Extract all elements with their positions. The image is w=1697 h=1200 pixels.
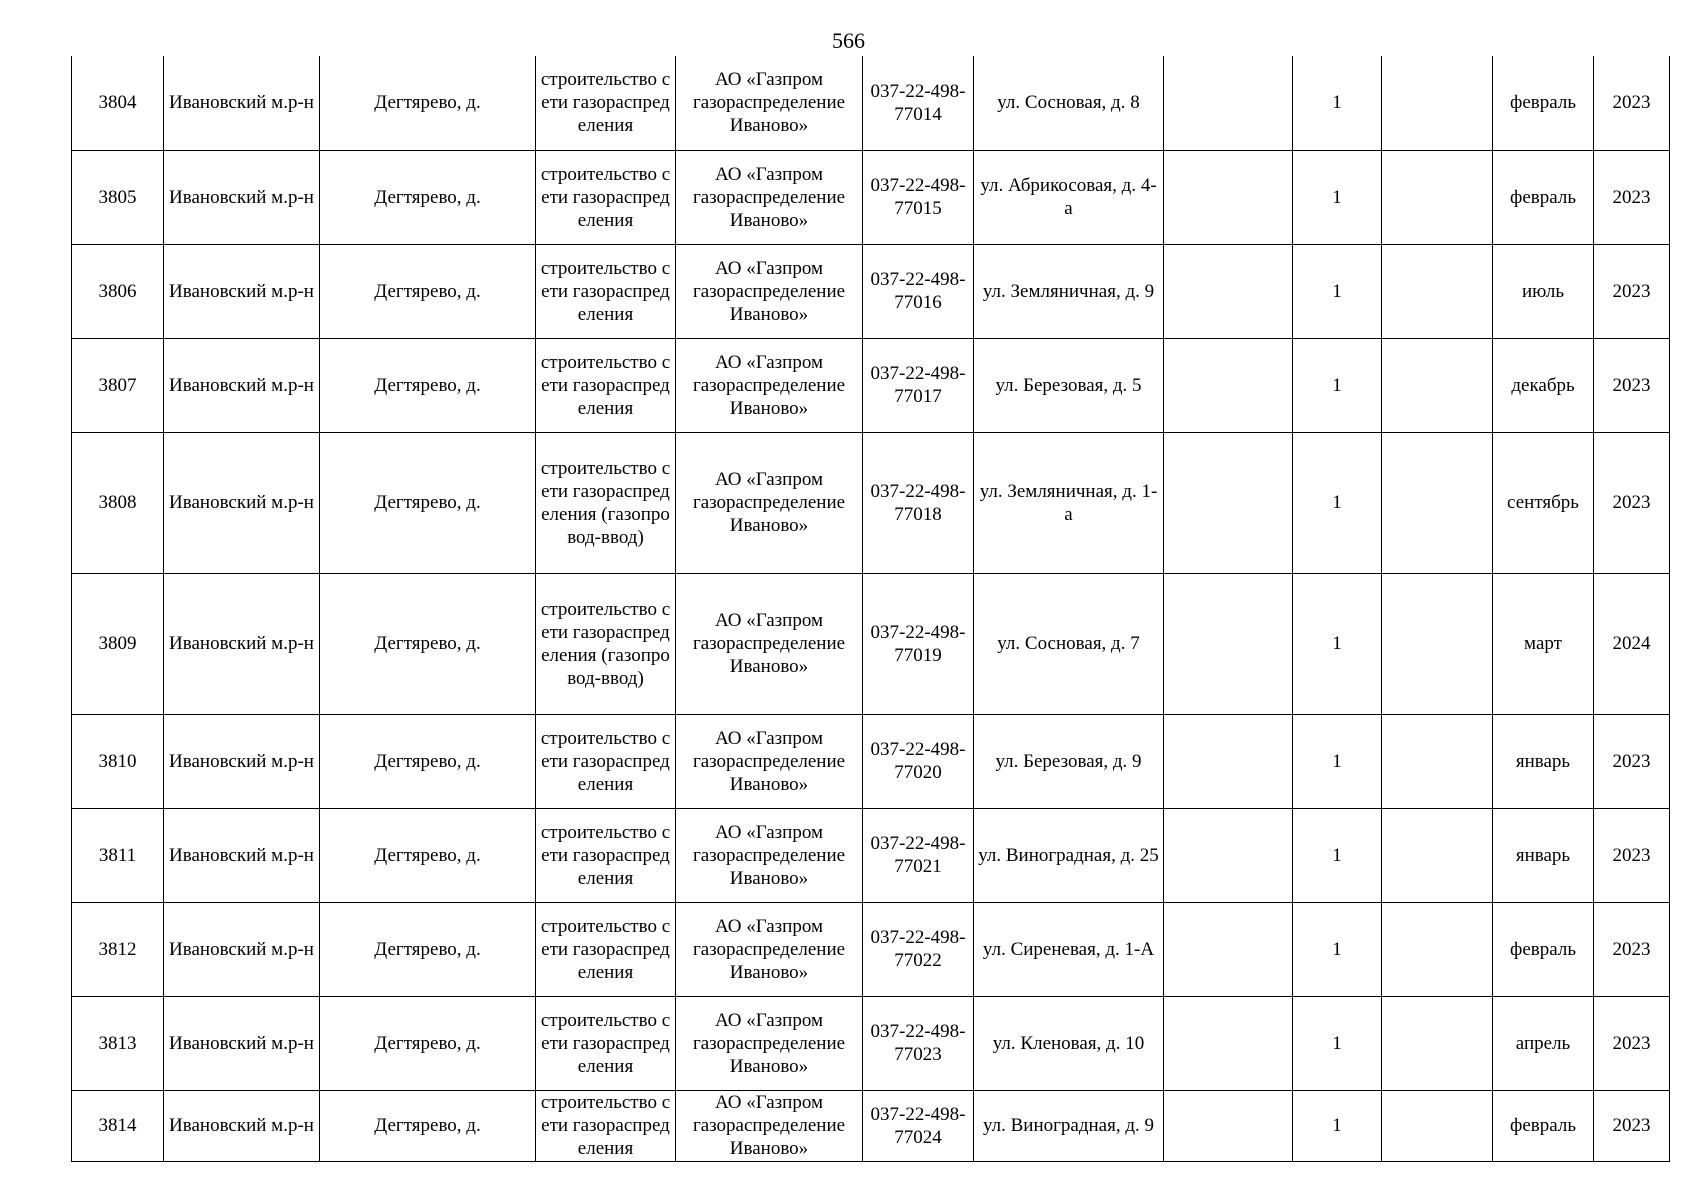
empty-cell bbox=[1382, 808, 1493, 902]
work-type-text: строительство сети газораспределения bbox=[540, 915, 671, 983]
month-cell: февраль bbox=[1493, 902, 1594, 996]
object-code-cell: 037-22-498-77020 bbox=[863, 714, 974, 808]
row-number-cell: 3804 bbox=[72, 56, 164, 150]
work-type-text: строительство сети газораспределения (газопровод-ввод) bbox=[540, 457, 671, 548]
object-code-cell: 037-22-498-77014 bbox=[863, 56, 974, 150]
district-cell: Ивановский м.р-н bbox=[164, 1090, 320, 1161]
empty-cell bbox=[1382, 714, 1493, 808]
empty-cell bbox=[1382, 150, 1493, 244]
organization-cell: АО «Газпром газораспределение Иваново» bbox=[676, 808, 863, 902]
organization-cell: АО «Газпром газораспределение Иваново» bbox=[676, 244, 863, 338]
empty-cell bbox=[1164, 150, 1293, 244]
empty-cell bbox=[1382, 573, 1493, 714]
quantity-cell: 1 bbox=[1293, 1090, 1382, 1161]
work-type-text: строительство сети газораспределения bbox=[540, 1092, 671, 1159]
district-cell: Ивановский м.р-н bbox=[164, 714, 320, 808]
organization-cell: АО «Газпром газораспределение Иваново» bbox=[676, 1090, 863, 1161]
page-number: 566 bbox=[832, 28, 865, 53]
district-cell: Ивановский м.р-н bbox=[164, 573, 320, 714]
work-type-text: строительство сети газораспределения bbox=[540, 69, 671, 137]
year-cell: 2023 bbox=[1594, 432, 1670, 573]
organization-cell: АО «Газпром газораспределение Иваново» bbox=[676, 996, 863, 1090]
empty-cell bbox=[1382, 996, 1493, 1090]
month-cell: февраль bbox=[1493, 150, 1594, 244]
quantity-cell: 1 bbox=[1293, 808, 1382, 902]
empty-cell bbox=[1164, 902, 1293, 996]
work-type-cell bbox=[536, 56, 676, 150]
empty-cell bbox=[1382, 338, 1493, 432]
year-cell: 2023 bbox=[1594, 996, 1670, 1090]
empty-cell bbox=[1164, 573, 1293, 714]
year-cell: 2023 bbox=[1594, 808, 1670, 902]
empty-cell bbox=[1164, 1090, 1293, 1161]
month-cell: сентябрь bbox=[1493, 432, 1594, 573]
locality-cell: Дегтярево, д. bbox=[320, 808, 536, 902]
row-number-cell: 3806 bbox=[72, 244, 164, 338]
empty-cell bbox=[1382, 56, 1493, 150]
row-number-cell: 3811 bbox=[72, 808, 164, 902]
year-cell: 2023 bbox=[1594, 714, 1670, 808]
work-type-cell bbox=[536, 714, 676, 808]
table-row bbox=[72, 808, 1670, 902]
row-number-cell: 3814 bbox=[72, 1090, 164, 1161]
month-cell: март bbox=[1493, 573, 1594, 714]
address-cell: ул. Березовая, д. 5 bbox=[974, 338, 1164, 432]
empty-cell bbox=[1164, 244, 1293, 338]
object-code-cell: 037-22-498-77023 bbox=[863, 996, 974, 1090]
quantity-cell: 1 bbox=[1293, 432, 1382, 573]
work-type-cell bbox=[536, 573, 676, 714]
year-cell: 2024 bbox=[1594, 573, 1670, 714]
address-cell: ул. Сиреневая, д. 1-А bbox=[974, 902, 1164, 996]
work-type-cell bbox=[536, 150, 676, 244]
quantity-cell: 1 bbox=[1293, 150, 1382, 244]
address-cell: ул. Кленовая, д. 10 bbox=[974, 996, 1164, 1090]
organization-cell: АО «Газпром газораспределение Иваново» bbox=[676, 338, 863, 432]
table-row bbox=[72, 56, 1670, 150]
object-code-cell: 037-22-498-77019 bbox=[863, 573, 974, 714]
empty-cell bbox=[1164, 56, 1293, 150]
quantity-cell: 1 bbox=[1293, 573, 1382, 714]
row-number-cell: 3813 bbox=[72, 996, 164, 1090]
empty-cell bbox=[1164, 432, 1293, 573]
empty-cell bbox=[1164, 996, 1293, 1090]
table-row bbox=[72, 244, 1670, 338]
work-type-cell bbox=[536, 432, 676, 573]
month-cell: июль bbox=[1493, 244, 1594, 338]
year-cell: 2023 bbox=[1594, 338, 1670, 432]
year-cell: 2023 bbox=[1594, 56, 1670, 150]
address-cell: ул. Виноградная, д. 9 bbox=[974, 1090, 1164, 1161]
work-type-text: строительство сети газораспределения (газопровод-ввод) bbox=[540, 598, 671, 689]
object-code-cell: 037-22-498-77024 bbox=[863, 1090, 974, 1161]
year-cell: 2023 bbox=[1594, 902, 1670, 996]
row-number-cell: 3805 bbox=[72, 150, 164, 244]
organization-cell: АО «Газпром газораспределение Иваново» bbox=[676, 573, 863, 714]
quantity-cell: 1 bbox=[1293, 714, 1382, 808]
quantity-cell: 1 bbox=[1293, 996, 1382, 1090]
object-code-cell: 037-22-498-77015 bbox=[863, 150, 974, 244]
table-row bbox=[72, 150, 1670, 244]
row-number-cell: 3808 bbox=[72, 432, 164, 573]
locality-cell: Дегтярево, д. bbox=[320, 150, 536, 244]
district-cell: Ивановский м.р-н bbox=[164, 150, 320, 244]
work-type-text: строительство сети газораспределения bbox=[540, 163, 671, 231]
locality-cell: Дегтярево, д. bbox=[320, 573, 536, 714]
quantity-cell: 1 bbox=[1293, 902, 1382, 996]
address-cell: ул. Сосновая, д. 7 bbox=[974, 573, 1164, 714]
empty-cell bbox=[1164, 714, 1293, 808]
organization-cell: АО «Газпром газораспределение Иваново» bbox=[676, 150, 863, 244]
district-cell: Ивановский м.р-н bbox=[164, 244, 320, 338]
work-type-cell bbox=[536, 996, 676, 1090]
work-type-cell bbox=[536, 338, 676, 432]
address-cell: ул. Земляничная, д. 1-а bbox=[974, 432, 1164, 573]
month-cell: февраль bbox=[1493, 1090, 1594, 1161]
district-cell: Ивановский м.р-н bbox=[164, 56, 320, 150]
organization-cell: АО «Газпром газораспределение Иваново» bbox=[676, 432, 863, 573]
address-cell: ул. Березовая, д. 9 bbox=[974, 714, 1164, 808]
empty-cell bbox=[1164, 338, 1293, 432]
year-cell: 2023 bbox=[1594, 1090, 1670, 1161]
table-row bbox=[72, 902, 1670, 996]
table-row bbox=[72, 338, 1670, 432]
empty-cell bbox=[1382, 432, 1493, 573]
address-cell: ул. Сосновая, д. 8 bbox=[974, 56, 1164, 150]
object-code-cell: 037-22-498-77016 bbox=[863, 244, 974, 338]
address-cell: ул. Земляничная, д. 9 bbox=[974, 244, 1164, 338]
month-cell: январь bbox=[1493, 714, 1594, 808]
empty-cell bbox=[1164, 808, 1293, 902]
organization-cell: АО «Газпром газораспределение Иваново» bbox=[676, 714, 863, 808]
locality-cell: Дегтярево, д. bbox=[320, 244, 536, 338]
quantity-cell: 1 bbox=[1293, 56, 1382, 150]
object-code-cell: 037-22-498-77022 bbox=[863, 902, 974, 996]
year-cell: 2023 bbox=[1594, 244, 1670, 338]
district-cell: Ивановский м.р-н bbox=[164, 902, 320, 996]
work-type-cell bbox=[536, 1090, 676, 1161]
table-body bbox=[72, 56, 1670, 1161]
locality-cell: Дегтярево, д. bbox=[320, 56, 536, 150]
row-number-cell: 3810 bbox=[72, 714, 164, 808]
object-code-cell: 037-22-498-77021 bbox=[863, 808, 974, 902]
work-type-cell bbox=[536, 808, 676, 902]
organization-cell: АО «Газпром газораспределение Иваново» bbox=[676, 56, 863, 150]
row-number-cell: 3812 bbox=[72, 902, 164, 996]
address-cell: ул. Виноградная, д. 25 bbox=[974, 808, 1164, 902]
work-type-cell bbox=[536, 244, 676, 338]
district-cell: Ивановский м.р-н bbox=[164, 338, 320, 432]
empty-cell bbox=[1382, 902, 1493, 996]
locality-cell: Дегтярево, д. bbox=[320, 338, 536, 432]
row-number-cell: 3809 bbox=[72, 573, 164, 714]
table-row bbox=[72, 996, 1670, 1090]
district-cell: Ивановский м.р-н bbox=[164, 808, 320, 902]
month-cell: апрель bbox=[1493, 996, 1594, 1090]
month-cell: январь bbox=[1493, 808, 1594, 902]
work-type-text: строительство сети газораспределения bbox=[540, 351, 671, 419]
table-row bbox=[72, 714, 1670, 808]
address-cell: ул. Абрикосовая, д. 4-а bbox=[974, 150, 1164, 244]
row-number-cell: 3807 bbox=[72, 338, 164, 432]
empty-cell bbox=[1382, 244, 1493, 338]
gas-network-registry-table bbox=[71, 56, 1670, 1162]
month-cell: февраль bbox=[1493, 56, 1594, 150]
district-cell: Ивановский м.р-н bbox=[164, 996, 320, 1090]
work-type-text: строительство сети газораспределения bbox=[540, 257, 671, 325]
locality-cell: Дегтярево, д. bbox=[320, 714, 536, 808]
locality-cell: Дегтярево, д. bbox=[320, 432, 536, 573]
district-cell: Ивановский м.р-н bbox=[164, 432, 320, 573]
year-cell: 2023 bbox=[1594, 150, 1670, 244]
work-type-cell bbox=[536, 902, 676, 996]
quantity-cell: 1 bbox=[1293, 244, 1382, 338]
object-code-cell: 037-22-498-77018 bbox=[863, 432, 974, 573]
locality-cell: Дегтярево, д. bbox=[320, 996, 536, 1090]
object-code-cell: 037-22-498-77017 bbox=[863, 338, 974, 432]
organization-cell: АО «Газпром газораспределение Иваново» bbox=[676, 902, 863, 996]
work-type-text: строительство сети газораспределения bbox=[540, 1009, 671, 1077]
locality-cell: Дегтярево, д. bbox=[320, 1090, 536, 1161]
work-type-text: строительство сети газораспределения bbox=[540, 727, 671, 795]
work-type-text: строительство сети газораспределения bbox=[540, 821, 671, 889]
locality-cell: Дегтярево, д. bbox=[320, 902, 536, 996]
table-row bbox=[72, 432, 1670, 573]
quantity-cell: 1 bbox=[1293, 338, 1382, 432]
month-cell: декабрь bbox=[1493, 338, 1594, 432]
empty-cell bbox=[1382, 1090, 1493, 1161]
table-row bbox=[72, 573, 1670, 714]
table-row bbox=[72, 1090, 1670, 1161]
